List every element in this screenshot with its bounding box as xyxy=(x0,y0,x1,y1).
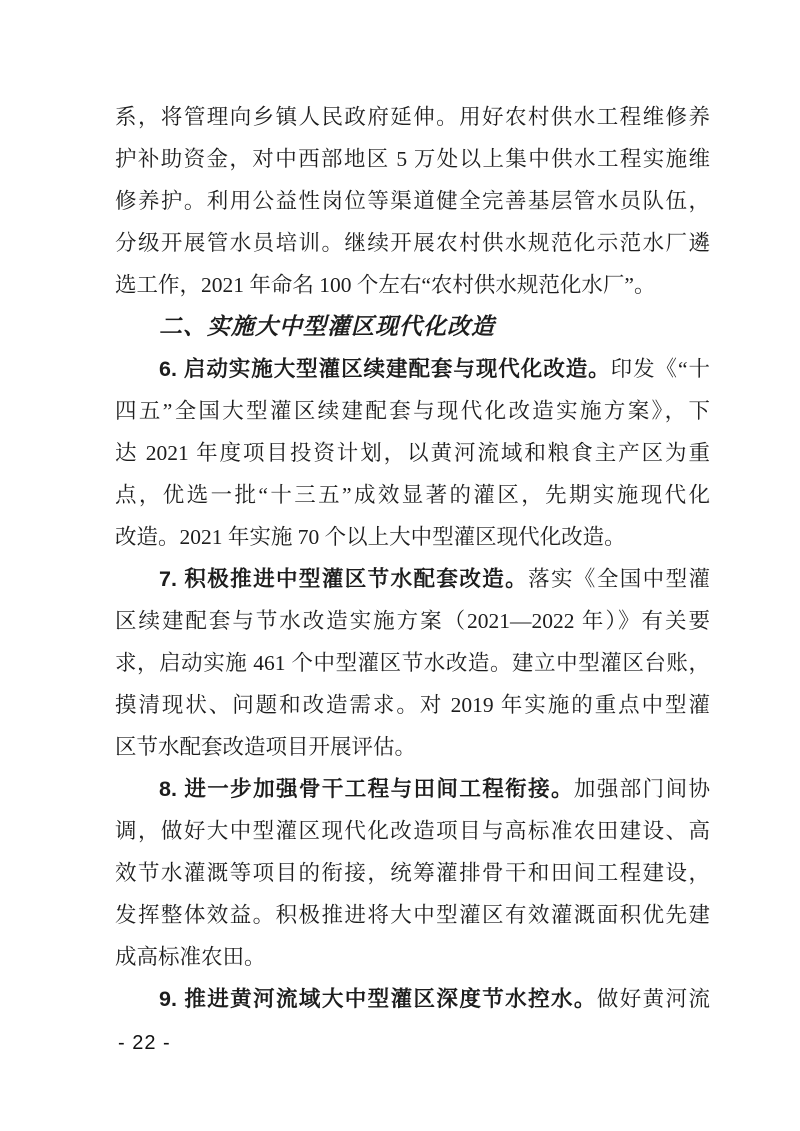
paragraph-line xyxy=(115,474,710,516)
paragraph-line xyxy=(115,852,710,894)
paragraph-line xyxy=(115,726,710,768)
body-text: 护补助资金，对中西部地区 5 万处以上集中供水工程实施维 xyxy=(115,147,710,171)
paragraph-line xyxy=(115,138,710,180)
body-text: 摸清现状、问题和改造需求。对 2019 年实施的重点中型灌 xyxy=(115,693,710,717)
body-text: 成高标准农田。 xyxy=(115,945,266,969)
body-text: 发挥整体效益。积极推进将大中型灌区有效灌溉面积优先建 xyxy=(115,903,710,927)
body-text: 加强部门间协 xyxy=(573,777,710,801)
paragraph-line xyxy=(115,684,710,726)
section-heading-line xyxy=(115,306,710,348)
numbered-item-title: 6. 启动实施大型灌区续建配套与现代化改造。 xyxy=(159,357,611,381)
paragraph-line xyxy=(115,978,710,1020)
body-text: 系，将管理向乡镇人民政府延伸。用好农村供水工程维修养 xyxy=(115,105,710,129)
page-number: - 22 - xyxy=(118,1032,171,1054)
paragraph-line xyxy=(115,558,710,600)
body-text: 达 2021 年度项目投资计划，以黄河流域和粮食主产区为重 xyxy=(115,441,710,465)
paragraph-line xyxy=(115,222,710,264)
paragraph-line xyxy=(115,810,710,852)
paragraph-line xyxy=(115,768,710,810)
paragraph-line xyxy=(115,516,710,558)
body-text: 落实《全国中型灌 xyxy=(528,567,710,591)
body-text: 分级开展管水员培训。继续开展农村供水规范化示范水厂遴 xyxy=(115,231,710,255)
paragraph-line xyxy=(115,180,710,222)
paragraph-line xyxy=(115,642,710,684)
paragraph-line xyxy=(115,264,710,306)
body-text: 印发《“十 xyxy=(610,357,710,381)
body-text: 做好黄河流 xyxy=(596,987,710,1011)
body-text: 四五”全国大型灌区续建配套与现代化改造实施方案》，下 xyxy=(115,399,710,423)
body-text: 改造。2021 年实施 70 个以上大中型灌区现代化改造。 xyxy=(115,525,626,549)
body-text: 求，启动实施 461 个中型灌区节水改造。建立中型灌区台账， xyxy=(115,651,710,675)
body-text: 选工作，2021 年命名 100 个左右“农村供水规范化水厂”。 xyxy=(115,273,656,297)
paragraph-line xyxy=(115,600,710,642)
body-text: 效节水灌溉等项目的衔接，统筹灌排骨干和田间工程建设， xyxy=(115,861,710,885)
paragraph-line xyxy=(115,96,710,138)
body-text: 区节水配套改造项目开展评估。 xyxy=(115,735,417,759)
paragraph-line xyxy=(115,348,710,390)
document-body-text xyxy=(115,96,710,1020)
paragraph-line xyxy=(115,936,710,978)
body-text: 点，优选一批“十三五”成效显著的灌区，先期实施现代化 xyxy=(115,483,710,507)
paragraph-line xyxy=(115,390,710,432)
section-heading-text: 二、实施大中型灌区现代化改造 xyxy=(159,314,495,339)
numbered-item-title: 7. 积极推进中型灌区节水配套改造。 xyxy=(159,567,529,591)
body-text: 调，做好大中型灌区现代化改造项目与高标准农田建设、高 xyxy=(115,819,710,843)
numbered-item-title: 9. 推进黄河流域大中型灌区深度节水控水。 xyxy=(159,987,597,1011)
body-text: 修养护。利用公益性岗位等渠道健全完善基层管水员队伍， xyxy=(115,189,710,213)
paragraph-line xyxy=(115,894,710,936)
body-text: 区续建配套与节水改造实施方案（2021—2022 年）》有关要 xyxy=(115,609,710,633)
numbered-item-title: 8. 进一步加强骨干工程与田间工程衔接。 xyxy=(159,777,574,801)
paragraph-line xyxy=(115,432,710,474)
